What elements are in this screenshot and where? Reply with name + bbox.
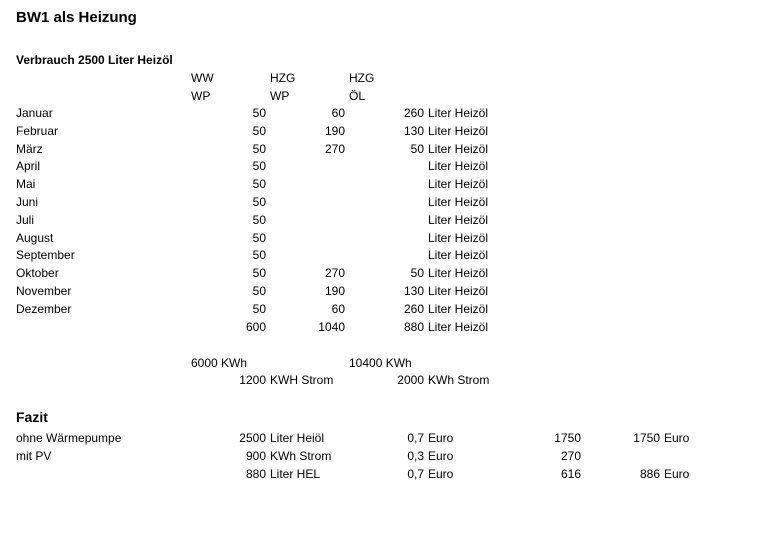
strom-left-unit: KWH Strom (270, 373, 334, 387)
month-unit: Liter Heizöl (428, 302, 489, 316)
month-ww-value: 50 (252, 248, 266, 262)
month-hzg-value: 60 (331, 106, 345, 120)
fazit-currency: Euro (428, 449, 454, 463)
title: BW1 als Heizung (16, 9, 137, 26)
header-hzg-1: HZG (270, 71, 296, 85)
kwh-right: 10400 KWh (349, 356, 412, 370)
month-name: Juli (16, 213, 35, 227)
total-hzg: 1040 (318, 320, 345, 334)
fazit-total: 886 (639, 467, 660, 481)
month-name: April (16, 159, 41, 173)
fazit-amount: 616 (560, 467, 581, 481)
total-ww: 600 (245, 320, 266, 334)
month-unit: Liter Heizöl (428, 231, 489, 245)
fazit-label: ohne Wärmepumpe (16, 431, 122, 445)
month-hzg-value: 270 (324, 266, 345, 280)
month-unit: Liter Heizöl (428, 142, 489, 156)
month-unit: Liter Heizöl (428, 284, 489, 298)
month-ww-value: 50 (252, 124, 266, 138)
month-unit: Liter Heizöl (428, 213, 489, 227)
fazit-currency: Euro (428, 431, 454, 445)
fazit-total-currency: Euro (664, 431, 690, 445)
fazit-unit: KWh Strom (270, 449, 332, 463)
month-ww-value: 50 (252, 284, 266, 298)
header-hzg-2: HZG (349, 71, 375, 85)
month-name: Juni (16, 195, 39, 209)
fazit-qty: 2500 (239, 431, 266, 445)
month-ww-value: 50 (252, 302, 266, 316)
header-wp-1: WP (191, 89, 211, 103)
month-ww-value: 50 (252, 106, 266, 120)
month-unit: Liter Heizöl (428, 159, 489, 173)
month-oel-value: 50 (410, 266, 424, 280)
header-wp-2: WP (270, 89, 290, 103)
month-ww-value: 50 (252, 266, 266, 280)
month-ww-value: 50 (252, 159, 266, 173)
fazit-price: 0,3 (407, 449, 424, 463)
header-oel: ÖL (349, 89, 366, 103)
fazit-label: mit PV (16, 449, 52, 463)
month-oel-value: 50 (410, 142, 424, 156)
fazit-unit: Liter Heiöl (270, 431, 325, 445)
month-name: Oktober (16, 266, 59, 280)
month-name: November (16, 284, 72, 298)
month-name: Januar (16, 106, 53, 120)
month-ww-value: 50 (252, 177, 266, 191)
month-ww-value: 50 (252, 231, 266, 245)
month-oel-value: 260 (403, 106, 424, 120)
month-name: Mai (16, 177, 36, 191)
month-unit: Liter Heizöl (428, 248, 489, 262)
strom-right-unit: KWh Strom (428, 373, 490, 387)
month-unit: Liter Heizöl (428, 195, 489, 209)
month-hzg-value: 190 (324, 284, 345, 298)
fazit-unit: Liter HEL (270, 467, 321, 481)
month-hzg-value: 60 (331, 302, 345, 316)
month-name: August (16, 231, 54, 245)
fazit-qty: 880 (245, 467, 266, 481)
fazit-qty: 900 (245, 449, 266, 463)
month-unit: Liter Heizöl (428, 106, 489, 120)
subtitle: Verbrauch 2500 Liter Heizöl (16, 53, 173, 67)
fazit-price: 0,7 (407, 431, 424, 445)
month-oel-value: 130 (403, 284, 424, 298)
month-ww-value: 50 (252, 213, 266, 227)
total-oel: 880 (403, 320, 424, 334)
fazit-total-currency: Euro (664, 467, 690, 481)
fazit-price: 0,7 (407, 467, 424, 481)
month-name: Februar (16, 124, 59, 138)
month-ww-value: 50 (252, 195, 266, 209)
month-hzg-value: 190 (324, 124, 345, 138)
month-unit: Liter Heizöl (428, 124, 489, 138)
total-unit: Liter Heizöl (428, 320, 489, 334)
fazit-currency: Euro (428, 467, 454, 481)
fazit-total: 1750 (633, 431, 660, 445)
month-oel-value: 130 (403, 124, 424, 138)
month-unit: Liter Heizöl (428, 266, 489, 280)
kwh-left: 6000 KWh (191, 356, 248, 370)
header-ww: WW (191, 71, 214, 85)
fazit-heading: Fazit (16, 409, 48, 425)
month-hzg-value: 270 (324, 142, 345, 156)
month-name: September (16, 248, 75, 262)
month-unit: Liter Heizöl (428, 177, 489, 191)
month-ww-value: 50 (252, 142, 266, 156)
month-name: Dezember (16, 302, 72, 316)
strom-left-value: 1200 (239, 373, 266, 387)
fazit-amount: 1750 (554, 431, 581, 445)
fazit-amount: 270 (560, 449, 581, 463)
month-oel-value: 260 (403, 302, 424, 316)
month-name: März (16, 142, 43, 156)
strom-right-value: 2000 (397, 373, 424, 387)
